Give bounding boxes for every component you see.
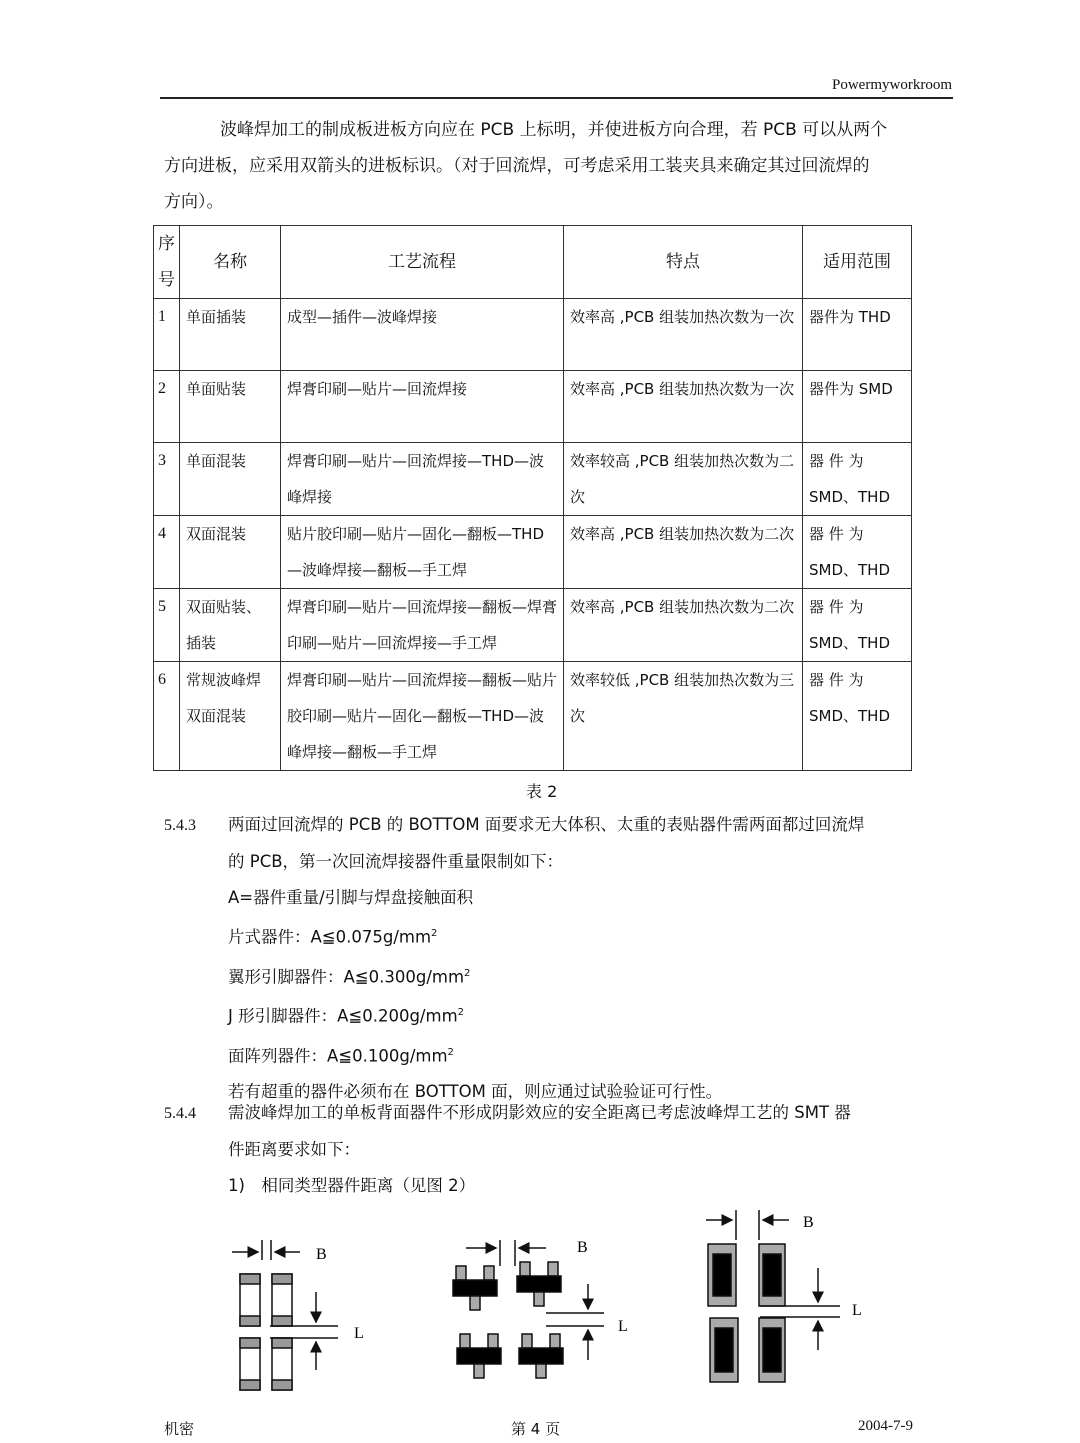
table-cell: 效率较低 ,PCB 组装加热次数为三次: [564, 662, 803, 771]
intro-line: 波峰焊加工的制成板进板方向应在 PCB 上标明，并使进板方向合理，若 PCB 可以从两个: [220, 120, 888, 140]
list-item: 1) 相同类型器件距离（见图 2）: [228, 1176, 476, 1195]
table-cell: 器 件 为 SMD、THD: [803, 589, 912, 662]
table-cell: 单面混装: [180, 443, 281, 516]
table-cell: 双面贴装、插装: [180, 589, 281, 662]
header-cell: 适用范围: [803, 226, 912, 299]
label-b: B: [577, 1239, 588, 1256]
table-cell: 效率较高 ,PCB 组装加热次数为二次: [564, 443, 803, 516]
table-row: [154, 299, 912, 371]
table-cell: 贴片胶印刷—贴片—固化—翻板—THD—波峰焊接—翻板—手工焊: [281, 516, 564, 589]
section-5-4-3: [164, 807, 864, 1110]
table-cell: 焊膏印刷—贴片—回流焊接—翻板—贴片胶印刷—贴片—固化—翻板—THD—波峰焊接—翻板—手工焊: [281, 662, 564, 771]
table-cell: 器 件 为 SMD、THD: [803, 443, 912, 516]
table-cell: 器件为 THD: [803, 299, 912, 371]
section-text: 件距离要求如下：: [228, 1140, 360, 1159]
table-row: [154, 443, 912, 516]
section-text: 两面过回流焊的 PCB 的 BOTTOM 面要求无大体积、太重的表贴器件需两面都过回流焊: [228, 815, 865, 834]
footer-confidential: 机密: [164, 1420, 195, 1438]
table-cell: 效率高 ,PCB 组装加热次数为二次: [564, 516, 803, 589]
table-cell: 3: [154, 443, 180, 516]
section-number: 5.4.4: [164, 1105, 196, 1122]
table-cell: 器 件 为 SMD、THD: [803, 662, 912, 771]
table-cell: 效率高 ,PCB 组装加热次数为一次: [564, 299, 803, 371]
header-cell: 序号: [154, 226, 180, 299]
formula-text: A=器件重量/引脚与焊盘接触面积: [228, 888, 474, 907]
table-cell: 常规波峰焊双面混装: [180, 662, 281, 771]
label-b: B: [803, 1214, 814, 1231]
table-cell: 单面插装: [180, 299, 281, 371]
header-brand: Powermyworkroom: [832, 77, 952, 93]
table-cell: 器件为 SMD: [803, 371, 912, 443]
intro-paragraph: [164, 112, 954, 220]
section-number: 5.4.3: [164, 817, 196, 834]
large-chip-component-group: [706, 1210, 840, 1382]
table-cell: 5: [154, 589, 180, 662]
section-5-4-4: [164, 1095, 851, 1204]
table-cell: 焊膏印刷—贴片—回流焊接: [281, 371, 564, 443]
limit-line: 翼形引脚器件：$A≦0.300g/mm^2$: [228, 967, 471, 986]
section-text: 的 PCB，第一次回流焊接器件重量限制如下：: [228, 852, 564, 871]
header-cell: 特点: [564, 226, 803, 299]
table-cell: 双面混装: [180, 516, 281, 589]
spacing-figure: [0, 1200, 1080, 1400]
table-caption: 表 2: [526, 782, 558, 801]
label-b: B: [316, 1246, 327, 1263]
footer-page-number: 第 4 页: [511, 1420, 561, 1438]
table-row: [154, 516, 912, 589]
table-cell: 4: [154, 516, 180, 589]
limit-line: 片式器件：$A≦0.075g/mm^2$: [228, 927, 438, 947]
table-cell: 器 件 为 SMD、THD: [803, 516, 912, 589]
table-cell: 效率高 ,PCB 组装加热次数为一次: [564, 371, 803, 443]
table-cell: 焊膏印刷—贴片—回流焊接—THD—波峰焊接: [281, 443, 564, 516]
label-l: L: [354, 1325, 364, 1342]
header-cell: 工艺流程: [281, 226, 564, 299]
table-cell: 1: [154, 299, 180, 371]
table-row: [154, 662, 912, 771]
process-table: [153, 225, 912, 771]
section-text: 需波峰焊加工的单板背面器件不形成阴影效应的安全距离已考虑波峰焊工艺的 SMT 器: [228, 1103, 851, 1122]
limit-line: 面阵列器件：$A≦0.100g/mm^2$: [228, 1046, 454, 1065]
limit-line: J 形引脚器件：$A≦0.200g/mm^2$: [228, 1006, 465, 1026]
sot-component-group: [453, 1240, 604, 1378]
label-l: L: [852, 1302, 862, 1319]
note-text: 若有超重的器件必须布在 BOTTOM 面，则应通过试验验证可行性。: [228, 1082, 723, 1101]
table-cell: 2: [154, 371, 180, 443]
header-cell: 名称: [180, 226, 281, 299]
header-rule: [160, 97, 953, 99]
label-l: L: [618, 1318, 628, 1335]
table-cell: 6: [154, 662, 180, 771]
table-row: [154, 589, 912, 662]
table-cell: 单面贴装: [180, 371, 281, 443]
table-cell: 效率高 ,PCB 组装加热次数为二次: [564, 589, 803, 662]
footer-date: 2004-7-9: [858, 1418, 913, 1434]
table-header-row: [154, 226, 912, 299]
table-cell: 焊膏印刷—贴片—回流焊接—翻板—焊膏印刷—贴片—回流焊接—手工焊: [281, 589, 564, 662]
intro-line: 方向进板，应采用双箭头的进板标识。（对于回流焊，可考虑采用工装夹具来确定其过回流焊的: [164, 156, 870, 176]
intro-line: 方向）。: [164, 192, 224, 212]
table-row: [154, 371, 912, 443]
table-cell: 成型—插件—波峰焊接: [281, 299, 564, 371]
